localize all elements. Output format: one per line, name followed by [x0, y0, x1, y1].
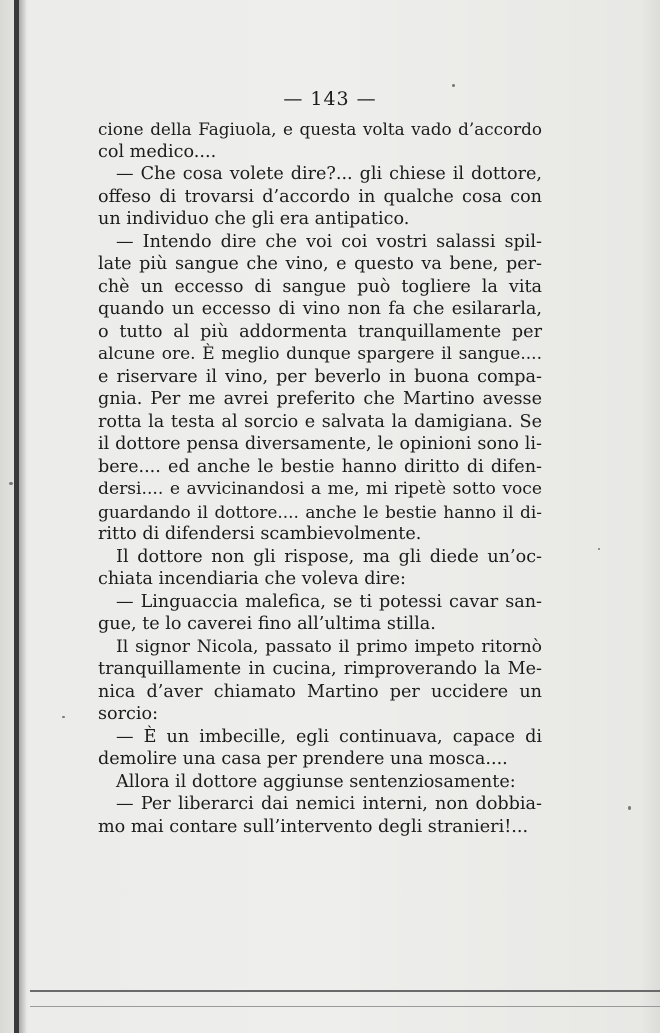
text-line: e riservare il vino, per beverlo in buona compa- [98, 366, 542, 387]
text-line: gue, te lo caverei fino all’ultima stilla. [98, 614, 436, 634]
text-line: offeso di trovarsi d’accordo in qualche cosa con [98, 186, 542, 207]
text-line: tranquillamente in cucina, rimproverando la Me- [98, 659, 542, 679]
text-line: ritto di difendersi scambievolmente. [98, 524, 422, 544]
text-line: rotta la testa al sorcio e salvata la damigiana. Se [98, 411, 542, 432]
text-line: chè un eccesso di sangue può togliere la vita [98, 276, 542, 297]
text-line: demolire una casa per prendere una mosca.... [98, 749, 508, 769]
text-line: — È un imbecille, egli continuava, capace di [116, 726, 542, 747]
text-line: alcune ore. È meglio dunque spargere il sangue.... [98, 344, 542, 364]
text-line: late più sangue che vino, e questo va bene, per- [98, 254, 542, 274]
text-line: — Intendo dire che voi coi vostri salassi spil- [116, 231, 542, 252]
text-line: cione della Fagiuola, e questa volta vado d’accordo [98, 119, 542, 139]
text-line: sorcio: [98, 704, 159, 724]
paper-speck [62, 716, 65, 718]
text-line: — Linguaccia malefica, se ti potessi cavar san- [116, 591, 542, 612]
paper-speck [452, 84, 455, 87]
text-line: Allora il dottore aggiunse sentenziosamente: [116, 771, 516, 792]
text-line: — Che cosa volete dire?... gli chiese il dottore, [116, 164, 542, 184]
text-line: guardando il dottore.... anche le bestie hanno il di- [98, 501, 542, 522]
text-line: — Per liberarci dai nemici interni, non dobbia- [116, 794, 542, 814]
body-text [98, 118, 542, 838]
text-line: Il dottore non gli rispose, ma gli diede un’oc- [116, 546, 542, 567]
text-line: quando un eccesso di vino non fa che esilararla, [98, 299, 542, 319]
text-line: Il signor Nicola, passato il primo impeto ritornò [116, 636, 542, 657]
paper-speck [598, 548, 600, 550]
paper-speck [628, 806, 631, 810]
text-line: il dottore pensa diversamente, le opinioni sono li- [98, 434, 542, 454]
text-line: o tutto al più addormenta tranquillamente per [98, 321, 542, 342]
page-number: — 143 — [283, 88, 377, 110]
text-line: un individuo che gli era antipatico. [98, 209, 410, 229]
page-bottom-edge [30, 990, 660, 992]
text-line: bere.... ed anche le bestie hanno diritto di difen- [98, 456, 542, 477]
paper-speck [9, 482, 13, 485]
text-line: nica d’aver chiamato Martino per uccidere un [98, 681, 542, 702]
text-line: col medico.... [98, 141, 217, 162]
text-line: mo mai contare sull’intervento degli stranieri!... [98, 816, 529, 837]
spine-shadow [19, 0, 27, 1033]
text-line: chiata incendiaria che voleva dire: [98, 569, 406, 589]
text-line: gnia. Per me avrei preferito che Martino avesse [98, 389, 542, 409]
page-bottom-edge-shadow [30, 1006, 660, 1007]
text-line: dersi.... e avvicinandosi a me, mi ripetè sotto voce [98, 479, 542, 499]
